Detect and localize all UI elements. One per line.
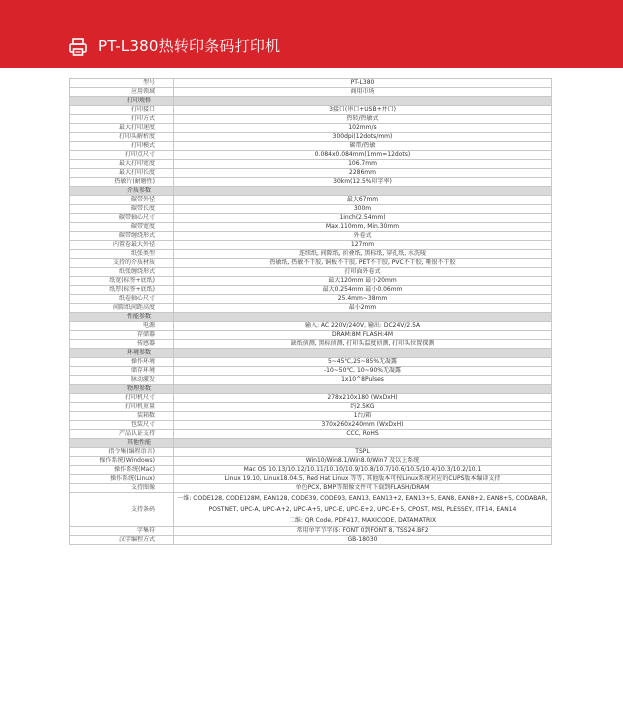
spec-label: 型号 — [70, 79, 174, 88]
spec-value: 最大67mm — [174, 196, 552, 205]
spec-row — [70, 196, 552, 205]
spec-value: Win10/Win8.1/Win8.0/Win7 及以上系统 — [174, 457, 552, 466]
spec-row — [70, 322, 552, 331]
spec-value: 278x210x180 (WxDxH) — [174, 394, 552, 403]
spec-label: 最大打印长度 — [70, 169, 174, 178]
spec-value: 106.7mm — [174, 160, 552, 169]
section-title: 物理参数 — [70, 385, 174, 394]
spec-label: 打印模式 — [70, 142, 174, 151]
spec-value: 最大0.254mm 最小0.06mm — [174, 286, 552, 295]
spec-label: 应用领域 — [70, 88, 174, 97]
spec-label: 脉动激发 — [70, 376, 174, 385]
spec-row — [70, 430, 552, 439]
spec-row — [70, 142, 552, 151]
spec-label: 产品认证支持 — [70, 430, 174, 439]
printer-icon — [68, 37, 88, 57]
spec-label: 汉字编程方式 — [70, 536, 174, 545]
spec-value: 1台/箱 — [174, 412, 552, 421]
spec-label: 支持条码 — [70, 493, 174, 527]
spec-row — [70, 358, 552, 367]
spec-value-multiline — [174, 493, 552, 527]
spec-label: 纸卷轴心尺寸 — [70, 295, 174, 304]
spec-row — [70, 88, 552, 97]
section-title: 其他性能 — [70, 439, 174, 448]
spec-value: 商用市场 — [174, 88, 552, 97]
spec-value: 5~45℃,25~85%无凝露 — [174, 358, 552, 367]
spec-value: 1x10^8Pulses — [174, 376, 552, 385]
spec-label: 碳带缠绕形式 — [70, 232, 174, 241]
spec-value: PT-L380 — [174, 79, 552, 88]
spec-label: 装箱数 — [70, 412, 174, 421]
spec-value: TSPL — [174, 448, 552, 457]
spec-value: GB-18030 — [174, 536, 552, 545]
spec-value-line: 二维: QR Code, PDF417, MAXICODE, DATAMATRIX — [288, 517, 437, 524]
spec-row — [70, 367, 552, 376]
spec-row — [70, 475, 552, 484]
spec-label: 打印机尺寸 — [70, 394, 174, 403]
spec-value: 单色PCX, BMP等图像文件可下载到FLASH/DRAM — [174, 484, 552, 493]
spec-value-line: POSTNET, UPC-A, UPC-A+2, UPC-A+5, UPC-E, UPC-E+2, UPC-E+5, CPOST, MSI, PLESSEY, ITF14, EAN14 — [208, 506, 517, 513]
spec-value: 25.4mm~38mm — [174, 295, 552, 304]
spec-value: 3接口(串口+USB+并口) — [174, 106, 552, 115]
spec-row — [70, 169, 552, 178]
spec-value: 300dpi(12dots/mm) — [174, 133, 552, 142]
spec-value: Max.110mm, Min.30mm — [174, 223, 552, 232]
spec-label: 纸厚(标签+底纸) — [70, 286, 174, 295]
page-title: PT-L380热转印条码打印机 — [98, 37, 281, 55]
spec-row — [70, 412, 552, 421]
spec-label: 字集符 — [70, 527, 174, 536]
section-row — [70, 313, 552, 322]
spec-label: 支持图像 — [70, 484, 174, 493]
spec-row — [70, 421, 552, 430]
spec-label: 电源 — [70, 322, 174, 331]
spec-value: 打印面外卷式 — [174, 268, 552, 277]
spec-row — [70, 466, 552, 475]
spec-label: 支持的介质材质 — [70, 259, 174, 268]
spec-label: 指令集(编程语言) — [70, 448, 174, 457]
spec-label: 储存环境 — [70, 367, 174, 376]
spec-row — [70, 295, 552, 304]
spec-row — [70, 403, 552, 412]
spec-label: 打印点尺寸 — [70, 151, 174, 160]
section-fill — [174, 97, 552, 106]
section-title: 环境参数 — [70, 349, 174, 358]
spec-row — [70, 536, 552, 545]
spec-label: 热敏片(耐磨性) — [70, 178, 174, 187]
spec-row — [70, 376, 552, 385]
page-header — [0, 0, 623, 68]
spec-row — [70, 268, 552, 277]
spec-row — [70, 527, 552, 536]
spec-label: 间隙纸间距高度 — [70, 304, 174, 313]
spec-row — [70, 115, 552, 124]
spec-label: 纸宽(标签+底纸) — [70, 277, 174, 286]
spec-row — [70, 331, 552, 340]
spec-label: 打印头解析度 — [70, 133, 174, 142]
spec-label: 传感器 — [70, 340, 174, 349]
spec-row — [70, 133, 552, 142]
spec-value: 缺纸侦测, 黑标侦测, 打印头温度侦测, 打印头位置探测 — [174, 340, 552, 349]
spec-row — [70, 304, 552, 313]
section-fill — [174, 439, 552, 448]
section-row — [70, 97, 552, 106]
spec-value: 外卷式 — [174, 232, 552, 241]
spec-label: 纸张缠绕形式 — [70, 268, 174, 277]
spec-row — [70, 232, 552, 241]
spec-row — [70, 124, 552, 133]
spec-label: 存储器 — [70, 331, 174, 340]
section-title: 打印规格 — [70, 97, 174, 106]
spec-row — [70, 160, 552, 169]
spec-label: 碳带宽度 — [70, 223, 174, 232]
spec-label: 打印方式 — [70, 115, 174, 124]
spec-value: 370x260x240mm (WxDxH) — [174, 421, 552, 430]
section-row — [70, 349, 552, 358]
spec-row — [70, 394, 552, 403]
spec-value: DRAM:8M FLASH:4M — [174, 331, 552, 340]
spec-value-line: 一维: CODE128, CODE128M, EAN128, CODE39, CODE93, EAN13, EAN13+2, EAN13+5, EAN8, EAN8+2, EAN8+5, CODABAR, — [177, 495, 548, 502]
spec-label: 操作环境 — [70, 358, 174, 367]
spec-label: 操作系统(Linux) — [70, 475, 174, 484]
spec-row — [70, 241, 552, 250]
spec-row — [70, 106, 552, 115]
spec-value: 热转/热敏式 — [174, 115, 552, 124]
spec-row — [70, 151, 552, 160]
section-row — [70, 187, 552, 196]
spec-row — [70, 205, 552, 214]
section-fill — [174, 349, 552, 358]
spec-value: 碳带/热敏 — [174, 142, 552, 151]
spec-label: 最大打印速度 — [70, 124, 174, 133]
spec-row — [70, 286, 552, 295]
spec-row — [70, 457, 552, 466]
spec-value: 30km(12.5%印字率) — [174, 178, 552, 187]
spec-row — [70, 493, 552, 527]
spec-value: 最小2mm — [174, 304, 552, 313]
spec-value: Mac OS 10.13/10.12/10.11/10.10/10.9/10.8/10.7/10.6/10.5/10.4/10.3/10.2/10.1 — [174, 466, 552, 475]
spec-row — [70, 484, 552, 493]
spec-value: 0.084x0.084mm(1mm=12dots) — [174, 151, 552, 160]
spec-value: Linux 19.10, Linux18.04.5, Red Hat Linux 等等, 其他版本可按Linux系统对应的CUPS版本编译支持 — [174, 475, 552, 484]
spec-row — [70, 223, 552, 232]
spec-row — [70, 214, 552, 223]
spec-label: 碳带长度 — [70, 205, 174, 214]
spec-value: -10~50℃, 10~90%无凝露 — [174, 367, 552, 376]
spec-value: 2286mm — [174, 169, 552, 178]
section-title: 性能参数 — [70, 313, 174, 322]
spec-row — [70, 277, 552, 286]
spec-value: 127mm — [174, 241, 552, 250]
spec-label: 操作系统(Windows) — [70, 457, 174, 466]
spec-value: 1inch(2.54mm) — [174, 214, 552, 223]
spec-label: 最大打印宽度 — [70, 160, 174, 169]
section-fill — [174, 313, 552, 322]
spec-value: 常用单字节字体: FONT 0到FONT 8, TSS24.BF2 — [174, 527, 552, 536]
spec-value: 连续纸, 间隙纸, 折叠纸, 黑标纸, 穿孔纸, 水洗唛 — [174, 250, 552, 259]
spec-value: 最大120mm 最小20mm — [174, 277, 552, 286]
spec-label: 纸张类型 — [70, 250, 174, 259]
spec-value: CCC, RoHS — [174, 430, 552, 439]
spec-row — [70, 340, 552, 349]
spec-label: 打印接口 — [70, 106, 174, 115]
section-row — [70, 385, 552, 394]
spec-label: 碳带轴心尺寸 — [70, 214, 174, 223]
spec-value: 输入: AC 220V/240V, 输出: DC24V/2.5A — [174, 322, 552, 331]
spec-label: 碳带外径 — [70, 196, 174, 205]
section-row — [70, 439, 552, 448]
spec-row — [70, 448, 552, 457]
spec-value: 热敏纸, 热敏不干胶, 铜板不干胶, PET不干胶, PVC不干胶, 哑银不干胶 — [174, 259, 552, 268]
spec-value: 102mm/s — [174, 124, 552, 133]
spec-row — [70, 259, 552, 268]
section-fill — [174, 385, 552, 394]
section-title: 介质参数 — [70, 187, 174, 196]
spec-label: 操作系统(Mac) — [70, 466, 174, 475]
spec-label: 包装尺寸 — [70, 421, 174, 430]
section-fill — [174, 187, 552, 196]
spec-label: 内置卷最大外径 — [70, 241, 174, 250]
spec-row — [70, 79, 552, 88]
spec-row — [70, 178, 552, 187]
spec-row — [70, 250, 552, 259]
spec-table — [69, 78, 552, 545]
spec-label: 打印机重量 — [70, 403, 174, 412]
spec-value: 约2.5KG — [174, 403, 552, 412]
spec-value: 300m — [174, 205, 552, 214]
